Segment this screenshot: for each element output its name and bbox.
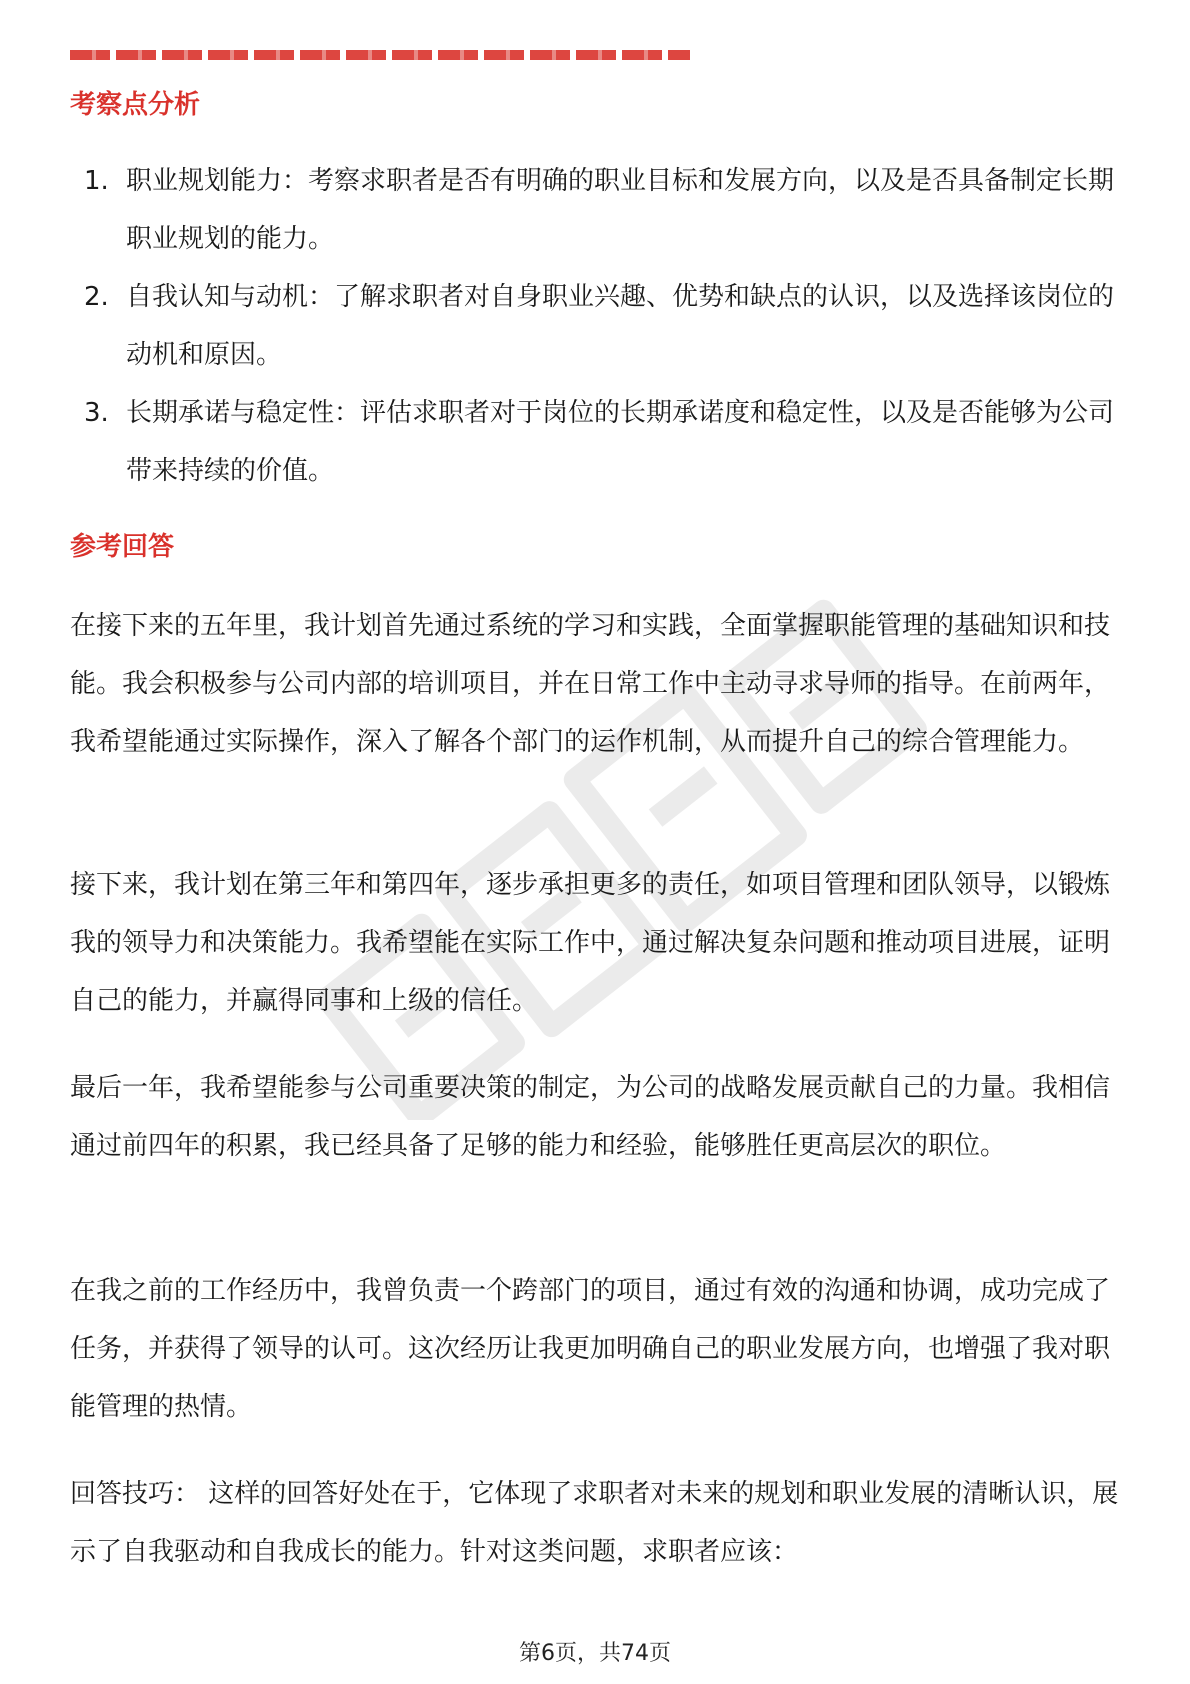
list-item-text: 自我认知与动机：了解求职者对自身职业兴趣、优势和缺点的认识，以及选择该岗位的动机和原因。: [126, 282, 1115, 370]
analysis-list: [70, 152, 1130, 500]
list-item-text: 长期承诺与稳定性：评估求职者对于岗位的长期承诺度和稳定性，以及是否能够为公司带来持续的价值。: [126, 398, 1115, 486]
answer-paragraph: 在我之前的工作经历中，我曾负责一个跨部门的项目，通过有效的沟通和协调，成功完成了任务，并获得了领导的认可。这次经历让我更加明确自己的职业发展方向，也增强了我对职能管理的热情。: [70, 1276, 1111, 1422]
answer-tips-paragraph: 回答技巧： 这样的回答好处在于，它体现了求职者对未来的规划和职业发展的清晰认识，展示了自我驱动和自我成长的能力。针对这类问题，求职者应该：: [70, 1479, 1119, 1567]
answer-paragraph: 在接下来的五年里，我计划首先通过系统的学习和实践，全面掌握职能管理的基础知识和技能。我会积极参与公司内部的培训项目，并在日常工作中主动寻求导师的指导。在前两年，我希望能通过实际操作，深入了解各个部门的运作机制，从而提升自己的综合管理能力。: [70, 611, 1111, 757]
list-number: 2.: [84, 282, 109, 312]
page-number: 第6页，共74页: [519, 1641, 671, 1666]
list-number: 1.: [84, 166, 109, 196]
section-title-answer: 参考回答: [70, 532, 175, 562]
answer-paragraph: 接下来，我计划在第三年和第四年，逐步承担更多的责任，如项目管理和团队领导，以锻炼我的领导力和决策能力。我希望能在实际工作中，通过解决复杂问题和推动项目进展，证明自己的能力，并赢得同事和上级的信任。: [70, 870, 1111, 1016]
list-item: [70, 268, 1130, 384]
section-title-analysis: 考察点分析: [70, 90, 201, 120]
answer-paragraph: 最后一年，我希望能参与公司重要决策的制定，为公司的战略发展贡献自己的力量。我相信通过前四年的积累，我已经具备了足够的能力和经验，能够胜任更高层次的职位。: [70, 1073, 1111, 1161]
list-item-text: 职业规划能力：考察求职者是否有明确的职业目标和发展方向，以及是否具备制定长期职业规划的能力。: [126, 166, 1115, 254]
list-item: [70, 152, 1130, 268]
cut-off-heading-fragment: [70, 50, 690, 60]
cut-off-heading: [70, 30, 690, 60]
list-number: 3.: [84, 398, 109, 428]
list-item: [70, 384, 1130, 500]
